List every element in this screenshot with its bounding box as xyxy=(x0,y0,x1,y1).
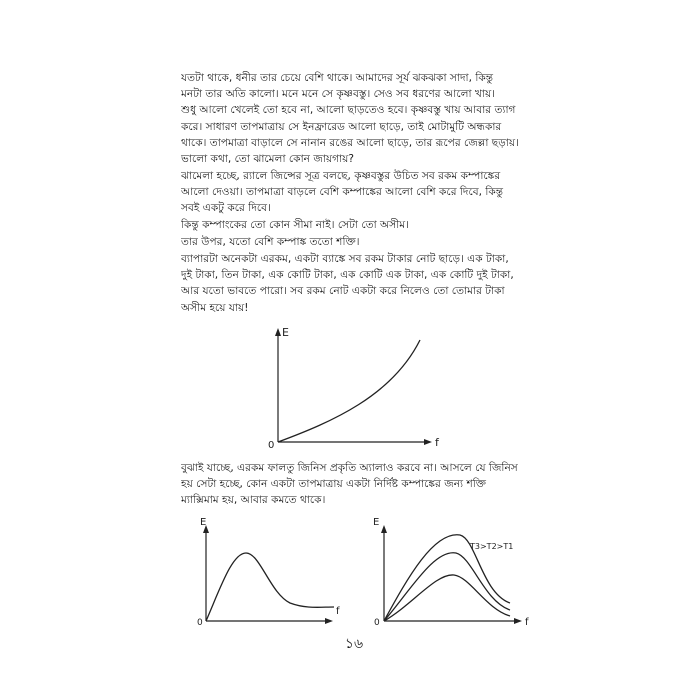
text-line: আর যতো ভাবতে পারো। সব রকম নোট একটা করে নিলেও তো তোমার টাকা xyxy=(181,285,505,298)
x-axis-arrow xyxy=(424,439,432,445)
text-line: সবই একটু করে দিবে। xyxy=(181,202,271,215)
text-line: হয় সেটা হচ্ছে, কোন একটা তাপমাত্রায় একটা নির্দিষ্ট কম্পাঙ্কের জন্য শক্তি xyxy=(181,478,487,491)
text-line: ভালো কথা, তো ঝামেলা কোন জায়গায়? xyxy=(181,153,355,166)
paragraph-4 xyxy=(181,234,531,250)
text-line: বুঝাই যাচ্ছে, এরকম ফালতু জিনিস প্রকৃতি অ্যালাও করবে না। আসলে যে জিনিস xyxy=(181,462,518,474)
y-axis-arrow xyxy=(381,525,387,533)
origin-label: 0 xyxy=(268,440,275,451)
text-line: করে। সাধারণ তাপমাত্রায় সে ইনফ্রারেড আলো ছাড়ে, তাই মোটামুটি অন্ধকার xyxy=(181,120,502,133)
paragraph-3 xyxy=(181,217,531,233)
x-axis-arrow xyxy=(514,618,522,624)
text-line: যতটা থাকে, ধনীর তার চেয়ে বেশি থাকে। আমাদের সূর্য ঝকঝকা সাদা, কিন্তু xyxy=(181,72,494,84)
paragraph-2 xyxy=(181,168,531,217)
x-axis-label: f xyxy=(435,436,439,449)
text-line: শুধু আলো খেলেই তো হবে না, আলো ছাড়তেও হবে। কৃষ্ণবস্তু খায় আবার ত্যাগ xyxy=(181,104,516,117)
y-axis-label: E xyxy=(373,517,380,528)
temperature-legend: T3>T2>T1 xyxy=(470,542,514,551)
page-number: ১৬ xyxy=(344,636,364,652)
text-line: তার উপর, যতো বেশি কম্পাঙ্ক ততো শক্তি। xyxy=(181,236,360,248)
text-line: ব্যাপারটা অনেকটা এরকম, একটা ব্যাঙ্কে সব রকম টাকার নোট ছাড়ে। এক টাকা, xyxy=(181,253,509,265)
y-axis-label: E xyxy=(282,326,289,339)
paragraph-6 xyxy=(181,460,531,509)
text-line: ম্যাক্সিমাম হয়, আবার কমতে থাকে। xyxy=(181,494,326,507)
x-axis-arrow xyxy=(325,618,333,624)
origin-label: 0 xyxy=(197,618,203,628)
y-axis-arrow xyxy=(275,328,281,336)
text-line: থাকে। তাপমাত্রা বাড়ালে সে নানান রঙের আলো ছাড়ে, তার রূপের জেল্লা ছড়ায়। xyxy=(181,136,519,149)
figure-energy-increasing xyxy=(262,318,462,453)
paragraph-1 xyxy=(181,70,531,167)
x-axis-label: f xyxy=(336,606,340,617)
text-line: কিন্তু কম্পাংকের তো কোন সীমা নাই। সেটা তো অসীম। xyxy=(181,219,409,231)
text-line: ঝামেলা হচ্ছে, র‍্যালে জিন্সের সূত্র বলছে, কৃষ্ণবস্তুর উচিত সব রকম কম্পাঙ্কের xyxy=(181,170,501,182)
text-line: আলো দেওয়া। তাপমাত্রা বাড়লে বেশি কম্পাঙ্কের আলো বেশি করে দিবে, কিন্তু xyxy=(181,186,504,199)
paragraph-5 xyxy=(181,251,531,316)
x-axis-label: f xyxy=(525,617,529,628)
text-line: মনটা তার অতি কালো। মনে মনে সে কৃষ্ণবস্তু। সেও সব ধরণের আলো খায়। xyxy=(181,88,495,101)
y-axis-label: E xyxy=(200,517,207,528)
origin-label: 0 xyxy=(374,618,380,628)
energy-peak-curve xyxy=(206,553,334,621)
figure-energy-peak xyxy=(194,515,354,630)
text-line: দুই টাকা, তিন টাকা, এক কোটি টাকা, এক কোটি এক টাকা, এক কোটি দুই টাকা, xyxy=(181,269,514,282)
figure-temperature-curves xyxy=(370,515,540,630)
text-line: অসীম হয়ে যায়! xyxy=(181,301,249,314)
energy-curve xyxy=(278,340,420,442)
